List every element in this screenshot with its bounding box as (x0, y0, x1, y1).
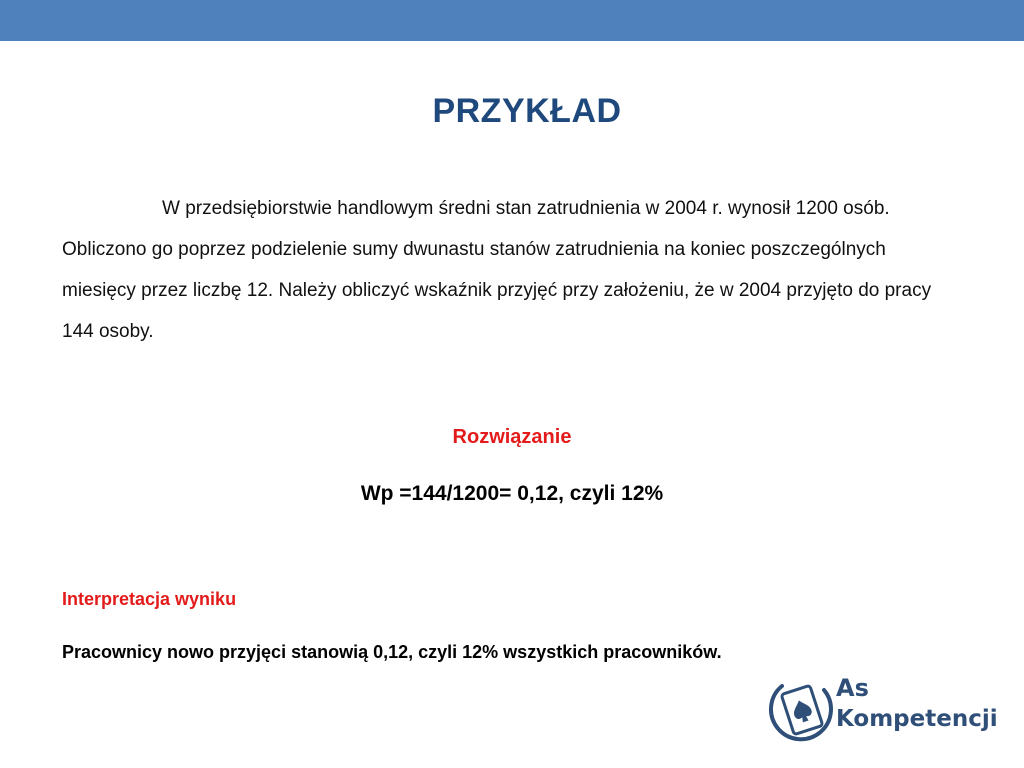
logo-text-line2: Kompetencji (836, 706, 998, 732)
problem-paragraph (62, 188, 962, 352)
spade-card-icon (768, 670, 834, 748)
slide-title: PRZYKŁAD (432, 92, 622, 130)
solution-heading: Rozwiązanie (452, 426, 572, 448)
interpretation-text: Pracownicy nowo przyjęci stanowią 0,12, czyli 12% wszystkich pracowników. (62, 642, 722, 662)
problem-text: W przedsiębiorstwie handlowym średni stan zatrudnienia w 2004 r. wynosił 1200 osób. Obliczono go poprzez podzielenie sumy dwunastu stanów zatrudnienia na koniec poszczególnych miesięcy przez liczbę 12. Należy obliczyć wskaźnik przyjęć przy założeniu, że w 2004 przyjęto do pracy 144 osoby. (62, 198, 932, 342)
top-accent-bar (0, 0, 1024, 41)
logo-text-line1: As (836, 674, 869, 702)
formula: Wp =144/1200= 0,12, czyli 12% (360, 482, 664, 505)
interpretation-heading: Interpretacja wyniku (62, 589, 237, 609)
as-kompetencji-logo (768, 670, 998, 750)
